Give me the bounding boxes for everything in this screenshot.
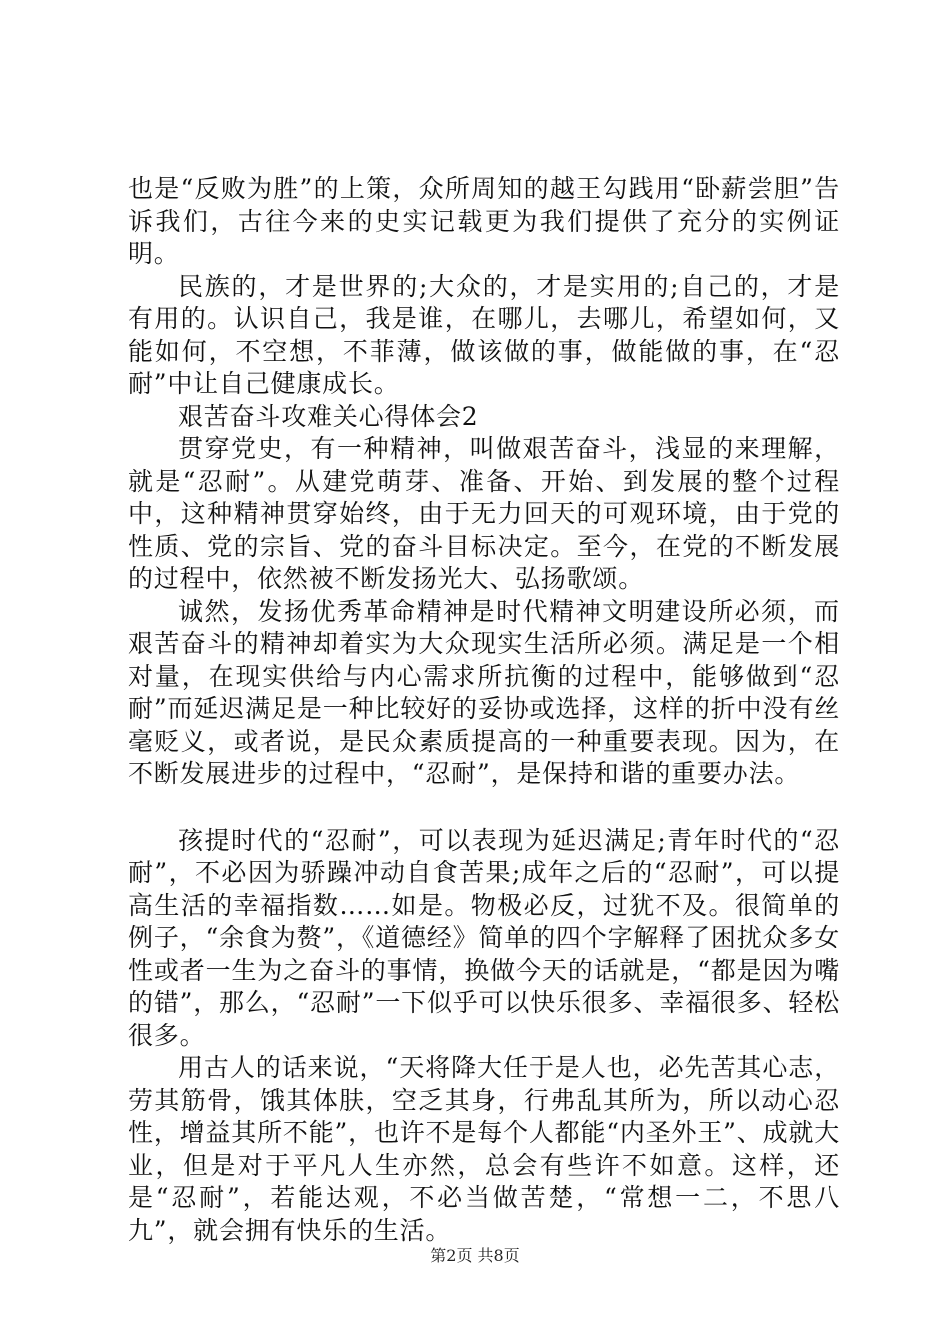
paragraph: 民族的，才是世界的;大众的，才是实用的;自己的，才是有用的。认识自己，我是谁，在哪儿，去哪儿，希望如何，又能如何，不空想，不菲薄，做该做的事，做能做的事，在“忍耐”中让自己健康成长。 bbox=[128, 271, 840, 398]
paragraph: 诚然，发扬优秀革命精神是时代精神文明建设所必须，而艰苦奋斗的精神却着实为大众现实生活所必须。满足是一个相对量，在现实供给与内心需求所抗衡的过程中，能够做到“忍耐”而延迟满足是一种比较好的妥协或选择，这样的折中没有丝毫贬义，或者说，是民众素质提高的一种重要表现。因为，在不断发展进步的过程中，“忍耐”，是保持和谐的重要办法。 bbox=[128, 596, 840, 788]
document-body bbox=[128, 173, 840, 1247]
section-heading: 艰苦奋斗攻难关心得体会2 bbox=[178, 401, 479, 431]
page-footer: 第2页 共8页 bbox=[430, 1246, 520, 1265]
paragraph: 孩提时代的“忍耐”，可以表现为延迟满足;青年时代的“忍耐”，不必因为骄躁冲动自食苦果;成年之后的“忍耐”，可以提高生活的幸福指数……如是。物极必反，过犹不及。很简单的例子，“余食为赘”，《道德经》简单的四个字解释了困扰众多女性或者一生为之奋斗的事情，换做今天的话就是，“都是因为嘴的错”，那么，“忍耐”一下似乎可以快乐很多、幸福很多、轻松很多。 bbox=[128, 825, 840, 1050]
paragraph: 也是“反败为胜”的上策，众所周知的越王勾践用“卧薪尝胆”告诉我们，古往今来的史实记载更为我们提供了充分的实例证明。 bbox=[128, 174, 840, 268]
paragraph: 用古人的话来说，“天将降大任于是人也，必先苦其心志，劳其筋骨，饿其体肤，空乏其身，行弗乱其所为，所以动心忍性，增益其所不能”，也许不是每个人都能“内圣外王”、成就大业，但是对于平凡人生亦然，总会有些许不如意。这样，还是“忍耐”，若能达观，不必当做苦楚，“常想一二，不思八九”，就会拥有快乐的生活。 bbox=[128, 1053, 840, 1245]
paragraph: 贯穿党史，有一种精神，叫做艰苦奋斗，浅显的来理解，就是“忍耐”。从建党萌芽、准备、开始、到发展的整个过程中，这种精神贯穿始终，由于无力回天的可观环境，由于党的性质、党的宗旨、党的奋斗目标决定。至今，在党的不断发展的过程中，依然被不断发扬光大、弘扬歌颂。 bbox=[128, 434, 840, 593]
